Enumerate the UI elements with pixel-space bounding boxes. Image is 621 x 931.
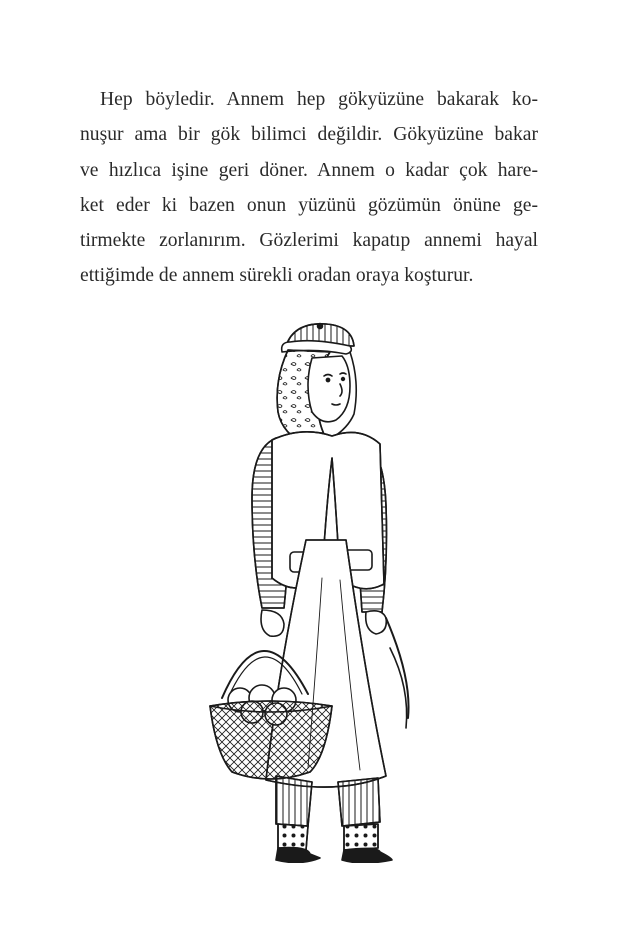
paragraph-line: ket eder ki bazen onun yüzünü gözümün önüne ge-	[80, 194, 538, 216]
paragraph-line: ve hızlıca işine geri döner. Annem o kadar çok hare-	[80, 159, 538, 181]
paragraph-line: tirmekte zorlanırım. Gözlerimi kapatıp annemi hayal	[80, 230, 538, 252]
woman-with-baskets-illustration	[190, 318, 440, 863]
paragraph-line: nuşur ama bir gök bilimci değildir. Gökyüzüne bakar	[80, 124, 538, 146]
story-paragraph	[80, 82, 538, 294]
paragraph-line: ettiğimde de annem sürekli oradan oraya koşturur.	[80, 265, 474, 287]
paragraph-line: Hep böyledir. Annem hep gökyüzüne bakarak ko-	[100, 89, 538, 110]
